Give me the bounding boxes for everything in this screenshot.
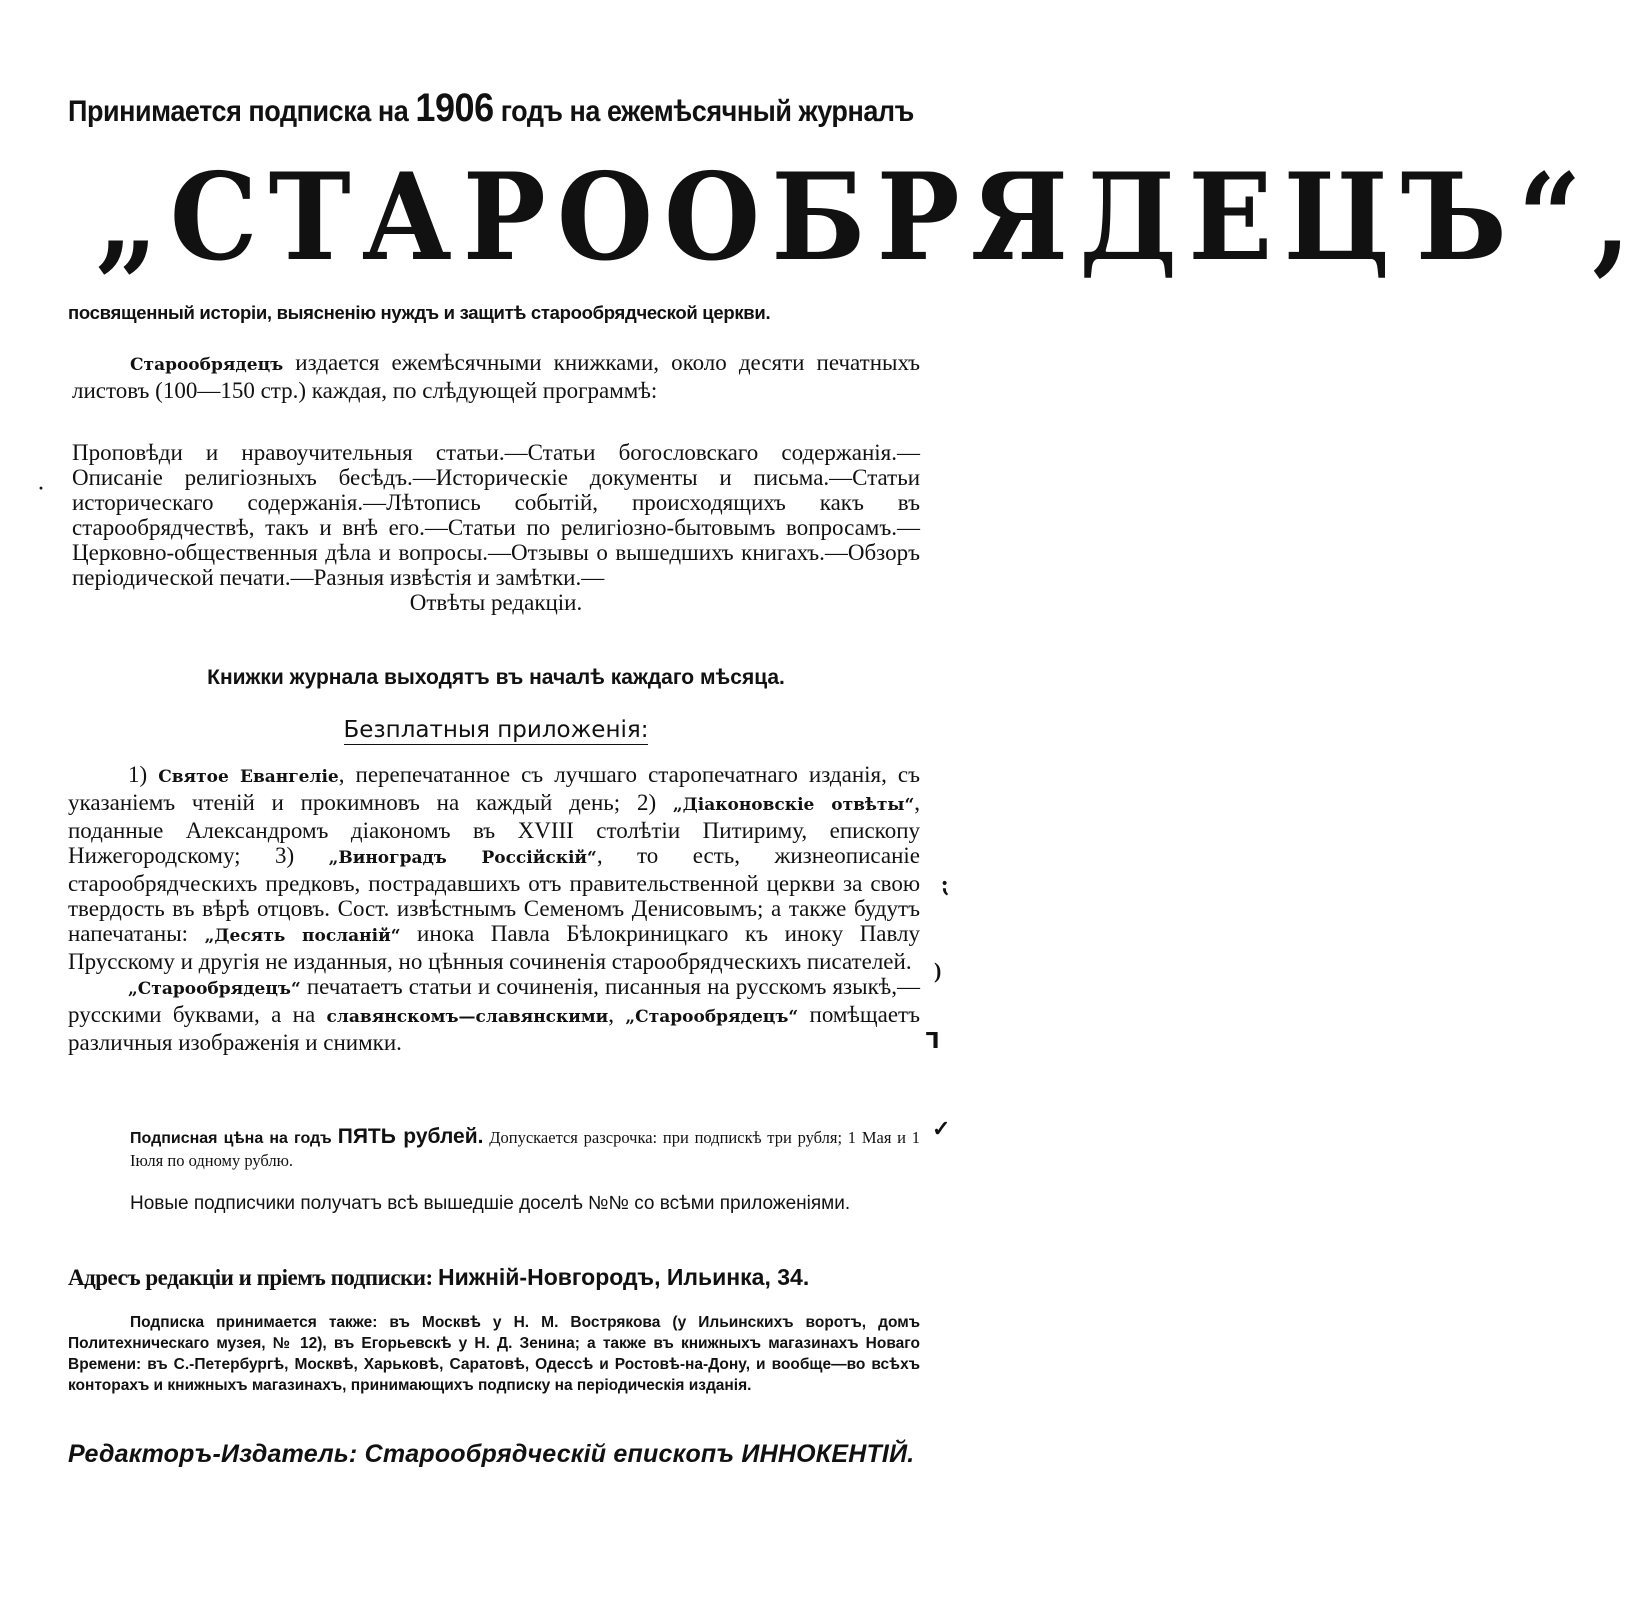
price-lead: Подписная цѣна на годъ <box>130 1130 338 1147</box>
supp-text-1: , перепечатанное съ лучшаго старопечатнаго изданія, съ указаніемъ чтеній и прокимновъ на каждый день; 2) <box>68 762 920 815</box>
supp-title-1: Святое Евангеліе <box>158 767 339 787</box>
supp2-name-2: „Старообрядецъ“ <box>625 1007 799 1027</box>
supplements-section <box>68 762 920 1055</box>
editor-line <box>68 1436 948 1472</box>
journal-title: „СТАРООБРЯДЕЦЪ“, <box>95 147 1642 288</box>
supp2-text-3: помѣщаетъ различныя изображенія и снимки. <box>68 1002 920 1055</box>
address-label: Адресъ редакціи и пріемъ подписки: <box>68 1265 438 1290</box>
margin-mark: ⅂ <box>926 1028 939 1053</box>
supp2-text-1: печатаетъ статьи и сочиненія, писанныя на русскомъ языкѣ,—русскими буквами, а на <box>68 974 920 1027</box>
margin-mark: ✓ <box>932 1116 951 1141</box>
margin-mark: ) <box>934 958 942 983</box>
agents-text: Подписка принимается также: въ Москвѣ у Н. М. Вострякова (у Ильинскихъ воротъ, домъ Политехническаго музея, № 12), въ Егорьевскѣ у Н. Д. Зенина; а также въ книжныхъ магазинахъ Новаго Времени: въ С.-Петербургѣ, Москвѣ, Харьковѣ, Саратовѣ, Одессѣ и Ростовѣ-на-Дону, и вообще—во всѣхъ конторахъ и книжныхъ магазинахъ, принимающихъ подписку на періодическія изданія. <box>68 1314 920 1394</box>
margin-mark: ⁏ <box>942 872 951 897</box>
supp-text-2: , поданные Александромъ діакономъ въ XVIII столѣтіи Питириму, епископу Нижегородскому; 3) <box>68 790 921 868</box>
intro-journal-name: Старообрядецъ <box>130 355 284 375</box>
program-section <box>72 440 920 615</box>
supp-number: 1) <box>128 762 159 787</box>
supplements-heading <box>72 716 920 744</box>
price-rest: Допускается разсрочка: при подпискѣ три рубля; 1 Мая и 1 Іюля по одному рублю. <box>130 1128 921 1170</box>
margin-mark: · <box>38 478 45 498</box>
issues-note: Книжки журнала выходятъ въ началѣ каждаго мѣсяца. <box>207 666 785 689</box>
price-note <box>130 1126 920 1172</box>
supp-title-3: „Виноградъ Россійскій“ <box>328 848 597 868</box>
new-subscribers-note <box>68 1192 920 1216</box>
supp2-slavonic: славянскомъ—славянскими <box>326 1007 609 1027</box>
editor-label: Редакторъ-Издатель: <box>68 1440 365 1468</box>
editor-role: Старообрядческій епископъ <box>364 1440 742 1468</box>
supplements-paragraph-2 <box>68 974 920 1055</box>
editor-name: ИННОКЕНТІЙ. <box>741 1440 915 1468</box>
supplements-paragraph-1 <box>68 762 920 974</box>
heading-text-after: годъ на ежемѣсячный журналъ <box>493 95 914 128</box>
address-value: Нижній-Новгородъ, Ильинка, 34. <box>437 1264 810 1290</box>
new-subscribers-text: Новые подписчики получатъ всѣ вышедшіе доселѣ №№ со всѣми приложеніями. <box>130 1193 851 1214</box>
supplements-heading-text: Безплатныя приложенія: <box>343 717 649 743</box>
address-line <box>68 1260 948 1295</box>
agents-note <box>68 1312 920 1396</box>
supp-title-4: „Десять посланій“ <box>204 926 401 946</box>
intro-text: издается ежемѣсячными книжками, около десяти печатныхъ листовъ (100—150 стр.) каждая, по слѣдующей программѣ: <box>72 350 920 403</box>
supp-title-2: „Діаконовскіе отвѣты“ <box>672 795 915 815</box>
price-amount: ПЯТЬ рублей. <box>337 1125 484 1148</box>
journal-subtitle: посвященный исторіи, выясненію нуждъ и защитѣ старообрядческой церкви. <box>68 302 771 323</box>
heading-text-before: Принимается подписка на <box>68 95 416 128</box>
program-text: Проповѣди и нравоучительныя статьи.—Статьи богословскаго содержанія.—Описаніе религіозныхъ бесѣдъ.—Историческіе документы и письма.—Статьи историческаго содержанія.—Лѣтопись событій, происходящихъ какъ въ старообрядчествѣ, такъ и внѣ его.—Статьи по религіозно-бытовымъ вопросамъ.—Церковно-общественныя дѣла и вопросы.—Отзывы о вышедшихъ книгахъ.—Обзоръ періодической печати.—Разныя извѣстія и замѣтки.— <box>72 440 920 590</box>
supp2-name-1: „Старообрядецъ“ <box>128 979 301 999</box>
subscription-heading <box>68 86 914 132</box>
supp-text-3: , то есть, жизнеописаніе старообрядческихъ предковъ, пострадавшихъ отъ правительственной церкви за свою твердость въ вѣрѣ отцовъ. Сост. извѣстнымъ Семеномъ Денисовымъ; а также будутъ напечатаны: <box>68 843 920 946</box>
supp2-text-2: , <box>608 1002 626 1027</box>
heading-year: 1906 <box>415 86 494 130</box>
intro-paragraph <box>72 350 920 404</box>
supp-text-4: инока Павла Бѣлокриницкаго къ иноку Павлу Прусскому и другія не изданныя, но цѣнныя сочиненія старообрядческихъ писателей. <box>68 921 920 974</box>
program-last-line: Отвѣты редакціи. <box>409 590 583 615</box>
